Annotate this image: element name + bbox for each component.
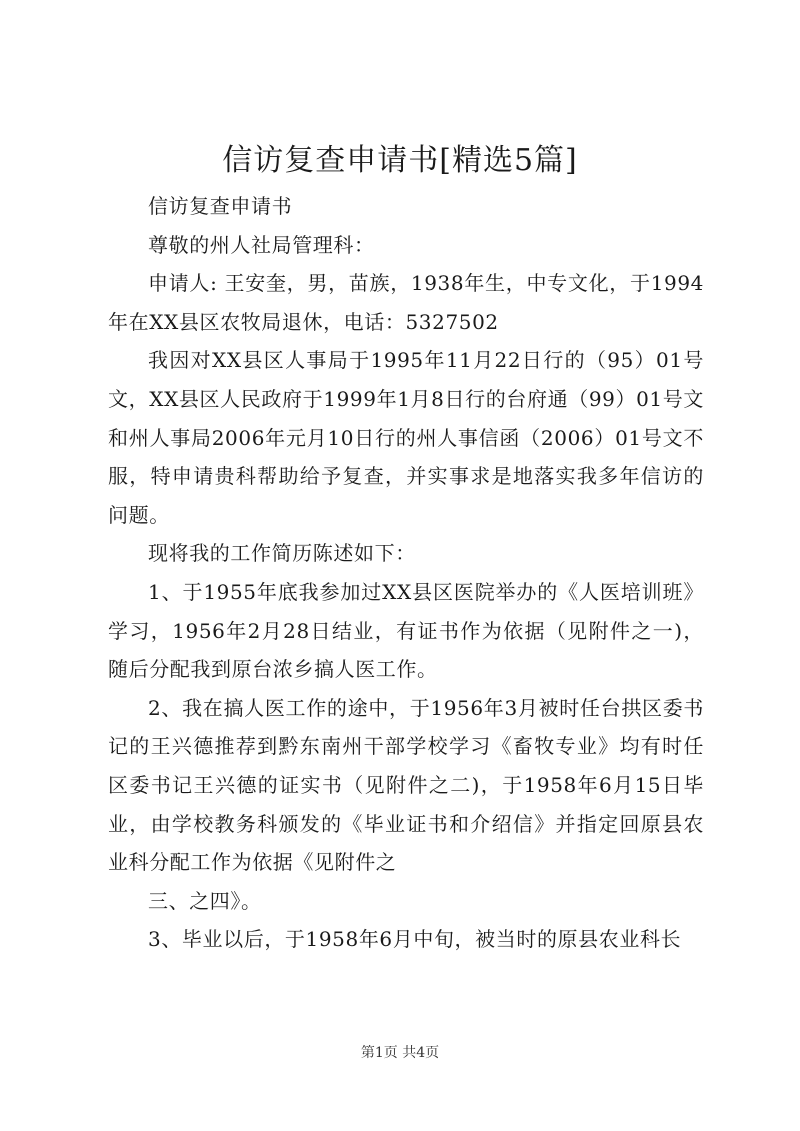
document-title: 信访复查申请书[精选5篇] [222,143,578,178]
paragraph-applicant: 申请人: 王安奎，男，苗族，1938年生，中专文化，于1994年在XX县区农牧局退休，电话：5327502 [108,271,704,334]
paragraph-item-1: 1、于1955年底我参加过XX县区医院举办的《人医培训班》学习，1956年2月28日结业，有证书作为依据（见附件之一)，随后分配我到原台浓乡搞人医工作。 [108,579,704,682]
paragraph-heading: 信访复查申请书 [148,194,293,218]
page-footer [0,1043,800,1063]
paragraph-request: 我因对XX县区人事局于1995年11月22日行的（95）01号文，XX县区人民政府于1999年1月8日行的台府通（99）01号文和州人事局2006年元月10日行的州人事信函（2006）01号文不服，特申请贵科帮助给予复查，并实事求是地落实我多年信访的问题。 [108,348,704,527]
paragraph-intro: 现将我的工作简历陈述如下： [148,541,416,566]
paragraph-item-3: 3、毕业以后，于1958年6月中旬，被当时的原县农业科长 [148,927,682,952]
paragraph-salutation: 尊敬的州人社局管理科： [148,232,375,257]
paragraph-item-2-continued: 三、之四》。 [148,888,262,913]
document-body [108,187,704,959]
page-number: 第1页 共4页 [360,1045,440,1061]
paragraph-item-2: 2、我在搞人医工作的途中，于1956年3月被时任台拱区委书记的王兴德推荐到黔东南州干部学校学习《畜牧专业》均有时任区委书记王兴德的证实书（见附件之二)，于1958年6月15日毕业，由学校教务科颁发的《毕业证书和介绍信》并指定回原县农业科分配工作为依据《见附件之 [108,695,704,875]
